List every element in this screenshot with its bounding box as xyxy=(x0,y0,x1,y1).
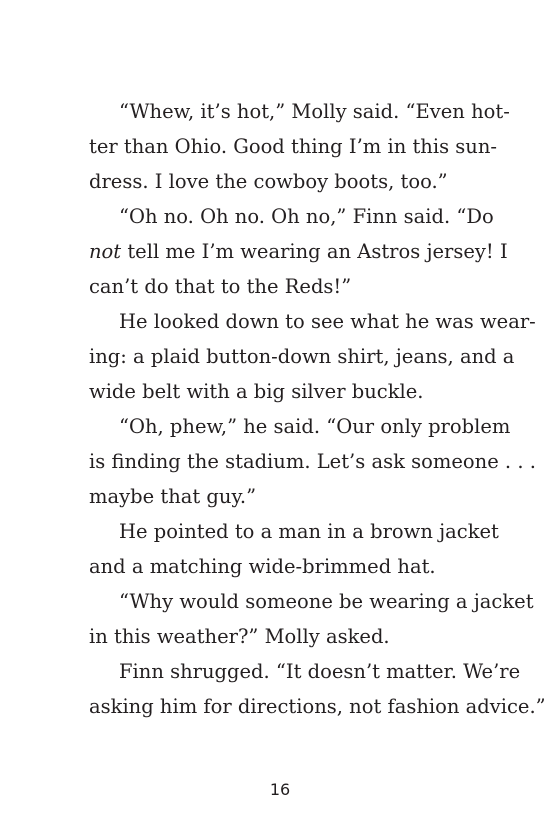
text-line: is finding the stadium. Let’s ask someone . . . xyxy=(89,450,536,473)
text-line: asking him for directions, not fashion advice.” xyxy=(89,695,546,718)
text-line xyxy=(89,234,508,269)
text-line: “Oh no. Oh no. Oh no,” Finn said. “Do xyxy=(119,205,494,228)
text-line: Finn shrugged. “It doesn’t matter. We’re xyxy=(119,660,521,683)
text-line: ter than Ohio. Good thing I’m in this sun- xyxy=(89,135,497,158)
page-number: 16 xyxy=(269,780,291,799)
text-line: “Why would someone be wearing a jacket xyxy=(119,590,534,613)
text-line: maybe that guy.” xyxy=(89,485,257,508)
text-line: “Oh, phew,” he said. “Our only problem xyxy=(119,415,511,438)
text-line: “Whew, it’s hot,” Molly said. “Even hot- xyxy=(119,100,510,123)
body-text xyxy=(89,94,546,724)
text-line: He pointed to a man in a brown jacket xyxy=(119,520,499,543)
text-line: dress. I love the cowboy boots, too.” xyxy=(89,170,448,193)
text-fragment: tell me I’m wearing an Astros jersey! I xyxy=(121,240,508,263)
text-line: wide belt with a big silver buckle. xyxy=(89,380,424,403)
text-line: can’t do that to the Reds!” xyxy=(89,275,352,298)
text-line: and a matching wide-brimmed hat. xyxy=(89,555,436,578)
text-line: ing: a plaid button-down shirt, jeans, and a xyxy=(89,345,515,368)
emphasized-word: not xyxy=(89,240,122,263)
text-line: in this weather?” Molly asked. xyxy=(89,625,390,648)
text-line: He looked down to see what he was wear- xyxy=(119,310,536,333)
